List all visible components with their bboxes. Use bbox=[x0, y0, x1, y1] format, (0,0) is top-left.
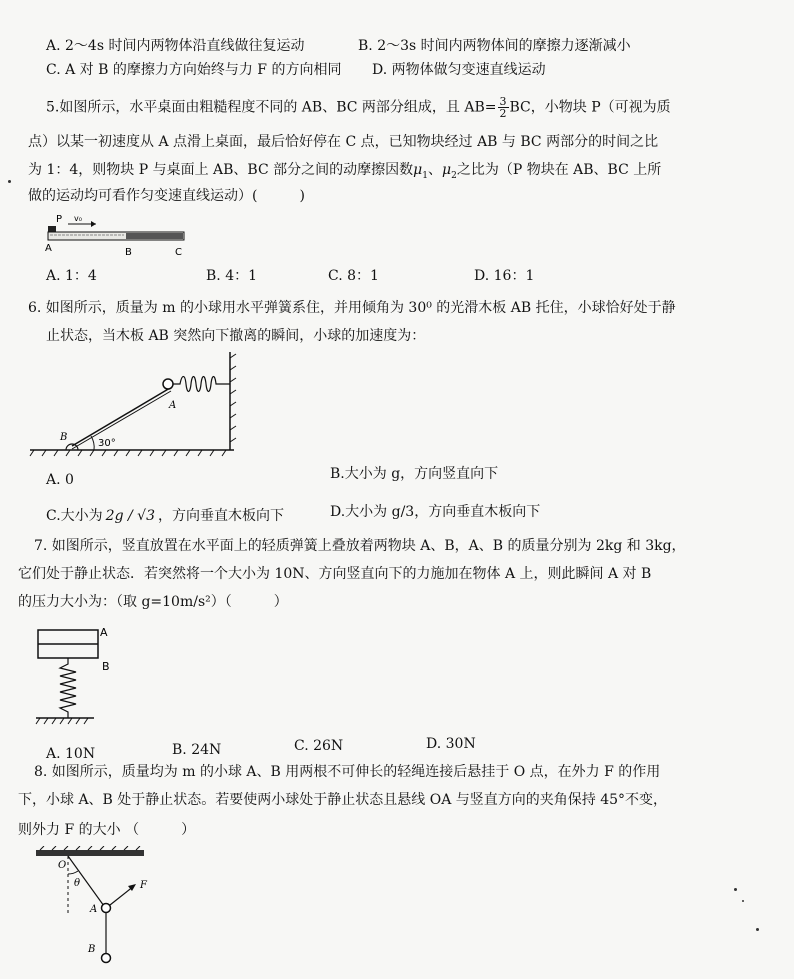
scan-speck bbox=[734, 888, 737, 891]
q5-label-a: A bbox=[45, 243, 52, 254]
q6-label-b: B bbox=[60, 432, 68, 443]
q7-option-c: C. 26N bbox=[294, 738, 344, 754]
q5-fraction bbox=[498, 96, 509, 119]
q8-label-b: B bbox=[88, 944, 96, 955]
ball-icon bbox=[163, 379, 173, 389]
q8-stem-line-3: 则外力 F 的大小 （ ） bbox=[18, 822, 196, 838]
q5-fraction-numerator: 3 bbox=[499, 95, 507, 108]
q8-figure-pendulum bbox=[30, 846, 170, 974]
scan-speck bbox=[742, 900, 744, 902]
q7-option-b: B. 24N bbox=[172, 742, 222, 758]
q5-stem-text-3-post: 之比为（P 物块在 AB、BC 上所 bbox=[456, 162, 662, 178]
velocity-arrow-icon bbox=[91, 221, 96, 227]
q5-figure-table bbox=[38, 210, 198, 260]
q5-stem-text-3: 为 1：4，则物块 P 与桌面上 AB、BC 部分之间的动摩擦因数 bbox=[28, 162, 414, 178]
q8-label-o: O bbox=[58, 860, 67, 871]
q5-option-c: C. 8：1 bbox=[328, 268, 379, 284]
mu1-subscript: 1 bbox=[422, 170, 428, 181]
ball-a-icon bbox=[102, 904, 111, 913]
q7-stem-line-1: 7. 如图所示，竖直放置在水平面上的轻质弹簧上叠放着两物块 A、B，A、B 的质量分别为 2kg 和 3kg， bbox=[34, 538, 686, 554]
q5-label-c: C bbox=[175, 247, 182, 258]
ball-b-icon bbox=[102, 954, 111, 963]
q5-stem-line-3 bbox=[28, 160, 661, 186]
mu2-symbol: μ bbox=[442, 162, 452, 178]
q6-option-a: A. 0 bbox=[46, 472, 74, 488]
vertical-spring-icon bbox=[60, 658, 76, 718]
q5-label-p: P bbox=[56, 214, 63, 225]
q6-option-c-formula: 2g / √3 bbox=[105, 508, 155, 524]
q6-stem-line-1: 6. 如图所示，质量为 m 的小球用水平弹簧系住，并用倾角为 30⁰ 的光滑木板 AB 托住，小球恰好处于静 bbox=[28, 300, 676, 316]
mu2-subscript: 2 bbox=[451, 170, 457, 181]
q6-option-c bbox=[46, 506, 284, 526]
q6-option-c-tail: ，方向垂直木板向下 bbox=[158, 508, 284, 524]
q6-stem-line-2: 止状态，当木板 AB 突然向下撤离的瞬间，小球的加速度为： bbox=[46, 328, 426, 344]
scan-speck bbox=[8, 180, 11, 183]
ceiling bbox=[36, 850, 144, 856]
q7-stem-line-2: 它们处于静止状态．若突然将一个大小为 10N、方向竖直向下的力施加在物体 A 上，则此瞬间 A 对 B bbox=[18, 566, 652, 582]
q6-label-a: A bbox=[169, 400, 177, 411]
q7-stem-line-3: 的压力大小为：（取 g=10m/s²）（ ） bbox=[18, 594, 288, 610]
q6-option-d: D.大小为 g/3，方向垂直木板向下 bbox=[330, 504, 541, 520]
block-p-icon bbox=[48, 226, 56, 232]
q8-stem-line-2: 下，小球 A、B 处于静止状态。若要使两小球处于静止状态且悬线 OA 与竖直方向的夹角保持 45°不变， bbox=[18, 792, 668, 808]
q7-figure-spring-blocks bbox=[30, 618, 130, 730]
q6-figure-spring-ball bbox=[28, 350, 248, 460]
q5-stem-line-4: 做的运动均可看作匀变速直线运动）( ) bbox=[28, 188, 305, 204]
incline-board bbox=[72, 388, 170, 446]
scan-speck bbox=[756, 928, 759, 931]
q4-option-b: B. 2～3s 时间内两物体间的摩擦力逐渐减小 bbox=[358, 38, 631, 54]
q5-separator: 、 bbox=[428, 162, 442, 178]
q5-option-a: A. 1：4 bbox=[46, 268, 97, 284]
q4-option-d: D. 两物体做匀变速直线运动 bbox=[372, 62, 546, 78]
q5-option-b: B. 4：1 bbox=[206, 268, 258, 284]
q7-option-a: A. 10N bbox=[46, 746, 96, 762]
mu1-symbol: μ bbox=[413, 162, 423, 178]
q8-label-f: F bbox=[140, 880, 147, 891]
q8-label-theta: θ bbox=[74, 878, 81, 889]
q6-angle-label: 30° bbox=[98, 438, 116, 449]
q5-stem-line-1 bbox=[46, 96, 671, 119]
q5-fraction-denominator: 2 bbox=[499, 107, 507, 120]
q7-label-a: A bbox=[100, 626, 108, 639]
q5-stem-text: 5.如图所示，水平桌面由粗糙程度不同的 AB、BC 两部分组成，且 AB= bbox=[46, 99, 497, 116]
q5-label-v0: v₀ bbox=[74, 214, 82, 223]
spring-icon bbox=[173, 377, 230, 392]
q4-option-c: C. A 对 B 的摩擦力方向始终与力 F 的方向相同 bbox=[46, 62, 342, 78]
q6-option-b: B.大小为 g，方向竖直向下 bbox=[330, 466, 499, 482]
q4-option-a: A. 2～4s 时间内两物体沿直线做往复运动 bbox=[46, 38, 305, 54]
q6-option-c-text: C.大小为 bbox=[46, 508, 103, 524]
q5-stem-line-2: 点）以某一初速度从 A 点滑上桌面，最后恰好停在 C 点，已知物块经过 AB 与 BC 两部分的时间之比 bbox=[28, 134, 659, 150]
q7-label-b: B bbox=[102, 660, 110, 673]
rough-section-bc bbox=[126, 233, 183, 239]
q7-option-d: D. 30N bbox=[426, 736, 476, 752]
q8-stem-line-1: 8. 如图所示，质量均为 m 的小球 A、B 用两根不可伸长的轻绳连接后悬挂于 O 点，在外力 F 的作用 bbox=[34, 764, 661, 780]
q5-label-b: B bbox=[125, 247, 132, 258]
q5-option-d: D. 16：1 bbox=[474, 268, 535, 284]
q8-label-a: A bbox=[90, 904, 98, 915]
q5-stem-text-post: BC，小物块 P（可视为质 bbox=[509, 99, 671, 116]
